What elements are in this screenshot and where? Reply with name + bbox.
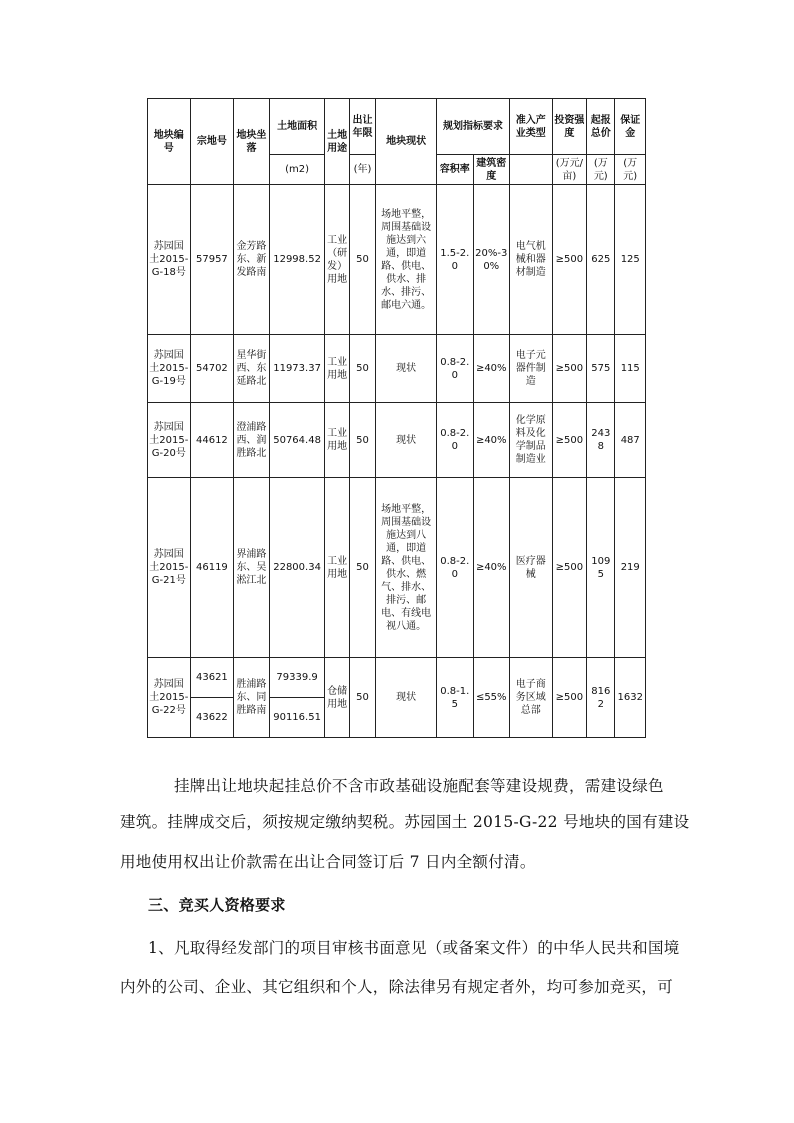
header-area-unit: (m2) [269, 155, 325, 185]
cell-parcel-no: 43621 [190, 658, 234, 698]
cell-term: 50 [349, 335, 375, 403]
header-start-price-unit: (万元) [587, 155, 615, 185]
cell-deposit: 1632 [615, 658, 646, 738]
cell-area: 11973.37 [269, 335, 325, 403]
cell-area: 12998.52 [269, 185, 325, 335]
cell-start-price: 2438 [587, 403, 615, 478]
cell-plot-no: 苏园国土2015-G-22号 [148, 658, 191, 738]
header-plot-no: 地块编号 [148, 99, 191, 185]
cell-location: 界浦路东、吴淞江北 [234, 478, 269, 658]
cell-density: ≥40% [473, 403, 510, 478]
cell-status: 现状 [376, 658, 437, 738]
cell-density: 20%-30% [473, 185, 510, 335]
cell-location: 金芳路东、新发路南 [234, 185, 269, 335]
table-row [148, 403, 646, 478]
header-term: 出让年限 [349, 99, 375, 155]
header-deposit: 保证金 [615, 99, 646, 155]
cell-status: 现状 [376, 403, 437, 478]
cell-investment: ≥500 [552, 185, 586, 335]
paragraph-line: 用地使用权出让价款需在出让合同签订后 7 日内全额付清。 [120, 853, 536, 871]
cell-term: 50 [349, 185, 375, 335]
cell-far: 0.8-2.0 [437, 478, 474, 658]
cell-status: 场地平整，周围基础设施达到六通，即道路、供电、供水、排水、排污、邮电六通。 [376, 185, 437, 335]
paragraph-line: 1、凡取得经发部门的项目审核书面意见（或备案文件）的中华人民共和国境 [148, 939, 680, 957]
cell-investment: ≥500 [552, 478, 586, 658]
cell-industry: 电子商务区域总部 [510, 658, 553, 738]
header-term-unit: (年) [349, 155, 375, 185]
table-row [148, 185, 646, 335]
cell-parcel-no: 43622 [190, 698, 234, 738]
cell-plot-no: 苏园国土2015-G-20号 [148, 403, 191, 478]
table-row [148, 658, 646, 698]
cell-area: 90116.51 [269, 698, 325, 738]
paragraph-line: 挂牌出让地块起挂总价不含市政基础设施配套等建设规费，需建设绿色 [174, 777, 664, 795]
cell-density: ≥40% [473, 478, 510, 658]
header-industry: 准入产业类型 [510, 99, 553, 155]
cell-start-price: 625 [587, 185, 615, 335]
cell-location: 星华街西、东延路北 [234, 335, 269, 403]
cell-industry: 医疗器械 [510, 478, 553, 658]
cell-density: ≥40% [473, 335, 510, 403]
cell-use: 工业（研发）用地 [325, 185, 349, 335]
header-planning: 规划指标要求 [437, 99, 510, 155]
cell-plot-no: 苏园国土2015-G-18号 [148, 185, 191, 335]
header-density: 建筑密度 [473, 155, 510, 185]
cell-investment: ≥500 [552, 658, 586, 738]
cell-term: 50 [349, 478, 375, 658]
cell-start-price: 8162 [587, 658, 615, 738]
cell-use: 仓储用地 [325, 658, 349, 738]
header-status: 地块现状 [376, 99, 437, 185]
cell-investment: ≥500 [552, 335, 586, 403]
paragraph-line: 建筑。挂牌成交后，须按规定缴纳契税。苏园国土 2015-G-22 号地块的国有建设 [120, 813, 690, 831]
cell-deposit: 125 [615, 185, 646, 335]
cell-far: 0.8-2.0 [437, 403, 474, 478]
cell-status: 现状 [376, 335, 437, 403]
cell-far: 0.8-2.0 [437, 335, 474, 403]
paragraph-line: 内外的公司、企业、其它组织和个人，除法律另有规定者外，均可参加竞买，可 [120, 978, 674, 996]
cell-industry: 化学原料及化学制品制造业 [510, 403, 553, 478]
cell-status: 场地平整，周围基础设施达到八通，即道路、供电、供水、燃气、排水、排污、邮电、有线电视八通。 [376, 478, 437, 658]
cell-use: 工业用地 [325, 403, 349, 478]
cell-industry: 电气机械和器材制造 [510, 185, 553, 335]
cell-investment: ≥500 [552, 403, 586, 478]
cell-use: 工业用地 [325, 335, 349, 403]
cell-far: 1.5-2.0 [437, 185, 474, 335]
header-investment-unit: (万元/亩) [552, 155, 586, 185]
cell-use: 工业用地 [325, 478, 349, 658]
header-location: 地块坐落 [234, 99, 269, 185]
cell-location: 澄浦路西、润胜路北 [234, 403, 269, 478]
cell-parcel-no: 57957 [190, 185, 234, 335]
section-heading: 三、竞买人资格要求 [148, 896, 286, 914]
land-parcel-table [147, 98, 646, 738]
cell-area: 22800.34 [269, 478, 325, 658]
cell-industry: 电子元器件制造 [510, 335, 553, 403]
cell-plot-no: 苏园国土2015-G-21号 [148, 478, 191, 658]
cell-plot-no: 苏园国土2015-G-19号 [148, 335, 191, 403]
table-row [148, 478, 646, 658]
cell-term: 50 [349, 658, 375, 738]
header-area: 土地面积 [269, 99, 325, 155]
header-deposit-unit: (万元) [615, 155, 646, 185]
cell-parcel-no: 46119 [190, 478, 234, 658]
cell-location: 胜浦路东、同胜路南 [234, 658, 269, 738]
cell-parcel-no: 44612 [190, 403, 234, 478]
cell-deposit: 115 [615, 335, 646, 403]
header-industry-blank [510, 155, 553, 185]
cell-area: 50764.48 [269, 403, 325, 478]
cell-deposit: 487 [615, 403, 646, 478]
cell-density: ≤55% [473, 658, 510, 738]
cell-parcel-no: 54702 [190, 335, 234, 403]
header-use: 土地用途 [325, 99, 349, 185]
cell-start-price: 575 [587, 335, 615, 403]
cell-area: 79339.9 [269, 658, 325, 698]
header-investment: 投资强度 [552, 99, 586, 155]
table-row [148, 335, 646, 403]
cell-term: 50 [349, 403, 375, 478]
header-parcel-no: 宗地号 [190, 99, 234, 185]
header-start-price: 起报总价 [587, 99, 615, 155]
header-far: 容积率 [437, 155, 474, 185]
cell-deposit: 219 [615, 478, 646, 658]
cell-far: 0.8-1.5 [437, 658, 474, 738]
cell-start-price: 1095 [587, 478, 615, 658]
